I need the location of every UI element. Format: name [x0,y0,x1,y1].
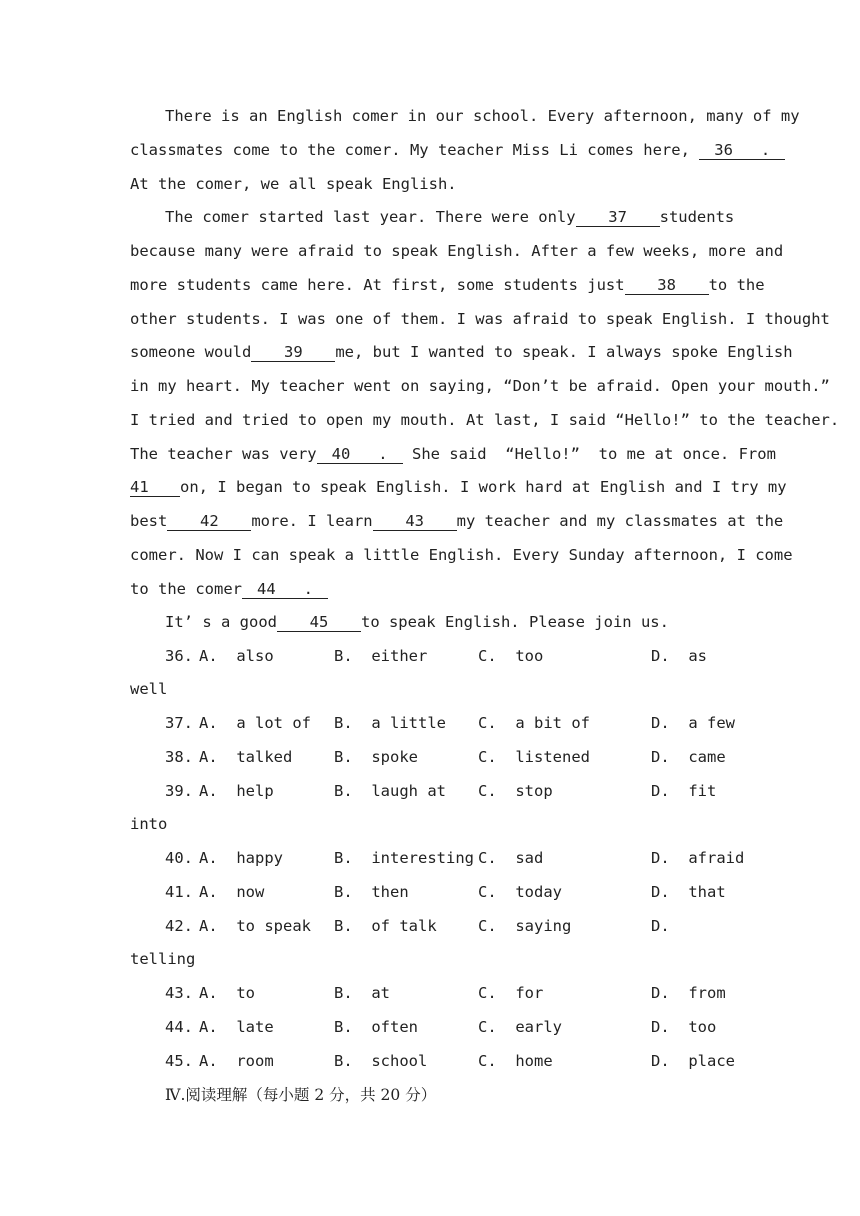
option-b[interactable]: B. of talk [334,917,437,935]
option-d[interactable]: D. a few [651,714,735,732]
option-a[interactable]: A. to speak [199,917,311,935]
option-b[interactable]: B. laugh at [334,782,446,800]
option-d[interactable]: D. from [651,984,726,1002]
option-a[interactable]: A. also [199,647,274,665]
passage-text: other students. I was one of them. I was afraid to speak English. I thought [130,310,830,328]
option-a[interactable]: A. a lot of [199,714,311,732]
blank-39[interactable] [251,343,335,362]
option-d[interactable]: D. that [651,883,726,901]
option-d[interactable]: D. afraid [651,849,745,867]
passage-text: classmates come to the comer. My teacher Miss Li comes here, [130,141,690,159]
option-d-wrap: telling [130,950,196,968]
passage-line [165,106,800,126]
option-b[interactable]: B. spoke [334,748,418,766]
passage-text: because many were afraid to speak English. After a few weeks, more and [130,242,784,260]
option-a[interactable]: A. late [199,1018,274,1036]
option-d[interactable]: D. as [651,647,707,665]
question-number: 39. [165,782,193,800]
passage-text: It’ s a good [165,613,277,631]
option-a[interactable]: A. to [199,984,255,1002]
option-c[interactable]: C. home [478,1052,553,1070]
blank-number: 44 [256,580,276,598]
passage-line [130,140,785,160]
section-title: Ⅳ.阅读理解（每小题 2 分，共 20 分） [165,1086,437,1104]
option-c[interactable]: C. for [478,984,544,1002]
passage-line [130,545,793,565]
option-a[interactable]: A. now [199,883,265,901]
question-number: 42. [165,917,193,935]
option-a[interactable]: A. room [199,1052,274,1070]
option-b[interactable]: B. either [334,647,428,665]
question-number: 45. [165,1052,193,1070]
blank-45[interactable] [277,613,361,632]
option-c[interactable]: C. sad [478,849,544,867]
passage-line [130,342,793,362]
question-number: 40. [165,849,193,867]
blank-37[interactable] [576,208,660,227]
blank-number: 42 [199,512,219,530]
blank-number: 43 [405,512,424,530]
passage-line [130,174,457,194]
option-b[interactable]: B. a little [334,714,446,732]
option-d[interactable]: D. place [651,1052,735,1070]
passage-text: someone would [130,343,252,361]
passage-line [130,477,787,497]
option-b[interactable]: B. then [334,883,409,901]
passage-line [130,410,839,430]
option-b[interactable]: B. often [334,1018,418,1036]
blank-number: 45 [309,613,329,631]
option-d-wrap: into [130,815,168,833]
passage-line [130,376,830,396]
blank-40[interactable]: 40 . [317,445,403,464]
option-d-wrap: well [130,680,168,698]
passage-text: more students came here. At first, some students just [130,276,625,294]
passage-line [165,612,669,632]
option-a[interactable]: A. happy [199,849,283,867]
question-number: 41. [165,883,193,901]
passage-text: The teacher was very [130,445,317,463]
passage-text: to the [708,276,765,294]
passage-text: There is an English comer in our school. Every afternoon, many of my [165,107,800,125]
option-b[interactable]: B. at [334,984,390,1002]
question-number: 36. [165,647,193,665]
question-number: 37. [165,714,193,732]
option-b[interactable]: B. school [334,1052,428,1070]
option-d[interactable]: D. too [651,1018,717,1036]
option-d[interactable]: D. fit [651,782,717,800]
blank-36[interactable]: 36 . [699,141,785,160]
question-number: 38. [165,748,193,766]
passage-text: students [659,208,735,226]
blank-38[interactable] [625,276,709,295]
passage-line [130,241,783,261]
question-number: 44. [165,1018,193,1036]
option-c[interactable]: C. today [478,883,562,901]
passage-line [130,275,765,295]
passage-line [130,309,830,329]
blank-number: 36 [714,141,733,159]
blank-42[interactable] [167,512,251,531]
blank-number: 41 [130,478,149,496]
passage-text: more. I learn [251,512,373,530]
passage-line [130,511,783,531]
passage-text: comer. Now I can speak a little English. Every Sunday afternoon, I come [130,546,793,564]
passage-line [130,579,328,599]
blank-number: 39 [283,343,303,361]
passage-line [165,207,734,227]
blank-number: 37 [608,208,627,226]
option-c[interactable]: C. stop [478,782,553,800]
option-d[interactable]: D. [651,917,670,935]
passage-text: best [130,512,168,530]
option-c[interactable]: C. a bit of [478,714,590,732]
passage-text: to the comer [130,580,242,598]
blank-43[interactable] [373,512,457,531]
passage-text: I tried and tried to open my mouth. At last, I said “Hello!” to the teacher. [130,411,840,429]
passage-text: on, I began to speak English. I work hard at English and I try my [180,478,787,496]
passage-text: me, but I wanted to speak. I always spoke English [335,343,793,361]
passage-text: in my heart. My teacher went on saying, “Don’t be afraid. Open your mouth.” [130,377,830,395]
passage-text: my teacher and my classmates at the [456,512,784,530]
blank-44[interactable]: 44 . [242,580,328,599]
passage-line [130,444,776,464]
question-number: 43. [165,984,193,1002]
blank-41[interactable] [130,478,180,497]
option-b[interactable]: B. interesting [334,849,474,867]
option-c[interactable]: C. listened [478,748,590,766]
passage-text: The comer started last year. There were only [165,208,576,226]
option-c[interactable]: C. early [478,1018,562,1036]
option-a[interactable]: A. talked [199,748,293,766]
option-c[interactable]: C. saying [478,917,572,935]
passage-text: At the comer, we all speak English. [130,175,457,193]
blank-number: 40 [331,445,351,463]
option-d[interactable]: D. came [651,748,726,766]
option-c[interactable]: C. too [478,647,544,665]
blank-number: 38 [657,276,676,294]
passage-text: to speak English. Please join us. [360,613,669,631]
option-a[interactable]: A. help [199,782,274,800]
passage-text: She said “Hello!” to me at once. From [411,445,776,463]
